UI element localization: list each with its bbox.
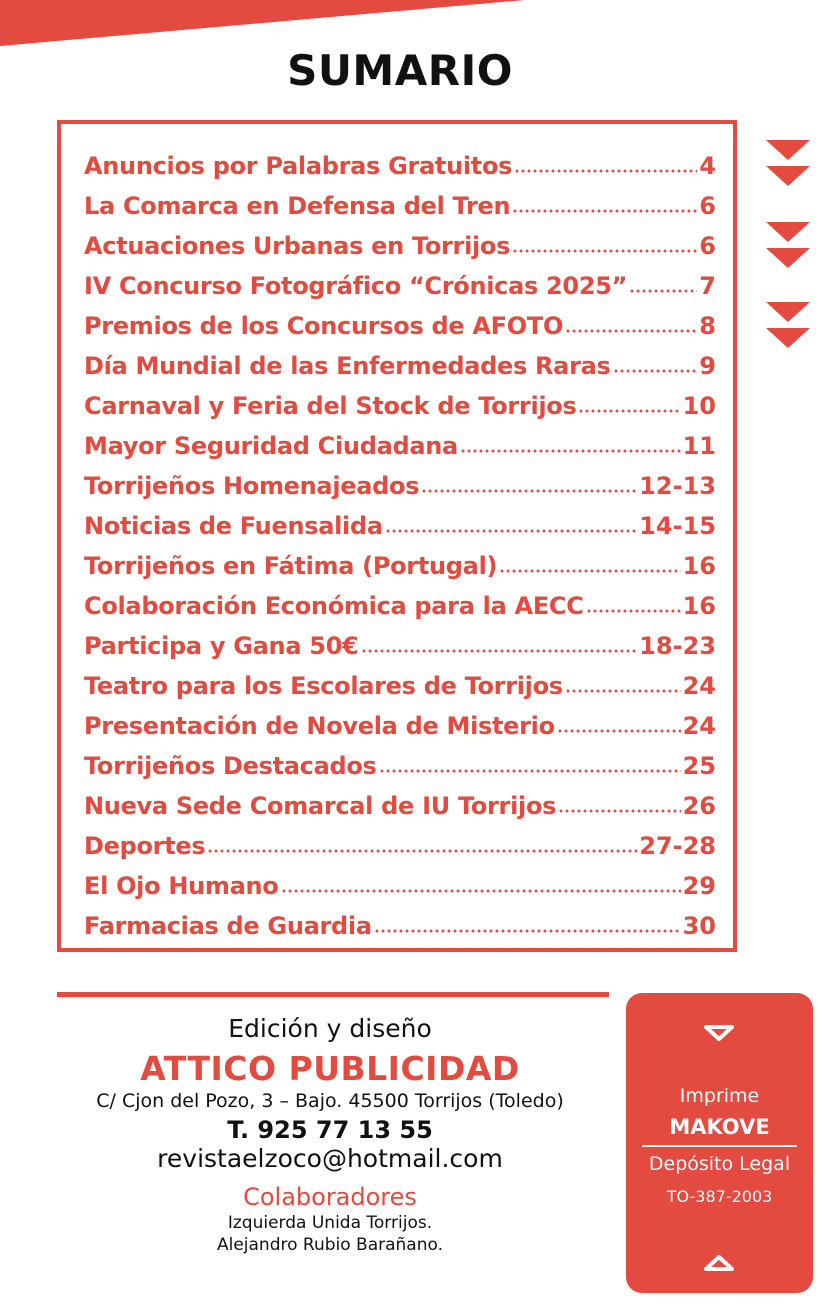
collaborator-name: Alejandro Rubio Barañano.	[216, 1235, 444, 1255]
toc-entry-title: Nueva Sede Comarcal de IU Torrijos	[84, 792, 557, 820]
dot-leader	[514, 168, 697, 174]
toc-entry	[84, 700, 716, 740]
toc-entry-page: 8	[699, 312, 716, 340]
toc-entry	[84, 820, 716, 860]
table-of-contents	[84, 140, 716, 940]
dot-leader	[281, 888, 681, 894]
toc-entry-title: Mayor Seguridad Ciudadana	[84, 432, 458, 460]
toc-entry-title: Noticias de Fuensalida	[84, 512, 383, 540]
toc-entry-page: 16	[682, 552, 716, 580]
toc-entry-page: 16	[682, 592, 716, 620]
toc-entry-page: 30	[682, 912, 716, 940]
toc-entry-page: 6	[699, 232, 716, 260]
printing-info-card	[626, 993, 813, 1293]
toc-entry	[84, 340, 716, 380]
toc-entry-page: 26	[682, 792, 716, 820]
dot-leader	[374, 928, 681, 934]
toc-entry-title: Participa y Gana 50€	[84, 632, 359, 660]
toc-entry-title: La Comarca en Defensa del Tren	[84, 192, 511, 220]
toc-entry-page: 11	[682, 432, 716, 460]
toc-entry-title: Colaboración Económica para la AECC	[84, 592, 584, 620]
triangle-up-icon	[704, 1255, 734, 1271]
toc-entry	[84, 900, 716, 940]
dot-leader	[613, 368, 698, 374]
dot-leader	[558, 808, 680, 814]
credits-block	[40, 1010, 620, 1255]
toc-entry-page: 29	[682, 872, 716, 900]
toc-entry	[84, 300, 716, 340]
toc-entry	[84, 180, 716, 220]
chevron-down-double-icon	[766, 140, 812, 190]
toc-entry-title: Deportes	[84, 832, 206, 860]
toc-entry-page: 9	[699, 352, 716, 380]
toc-entry-title: IV Concurso Fotográfico “Crónicas 2025”	[84, 272, 628, 300]
company-address: C/ Cjon del Pozo, 3 – Bajo. 45500 Torrijos (Toledo)	[96, 1090, 564, 1112]
dot-leader	[512, 248, 697, 254]
dot-leader	[629, 288, 697, 294]
dot-leader	[385, 528, 638, 534]
toc-entry	[84, 380, 716, 420]
dot-leader	[557, 728, 681, 734]
toc-entry-page: 27-28	[639, 832, 716, 860]
chevron-down-double-icon	[766, 222, 812, 272]
legal-deposit-label: Depósito Legal	[648, 1153, 791, 1175]
toc-entry-page: 18-23	[639, 632, 716, 660]
printer-label: Imprime	[679, 1085, 760, 1107]
dot-leader	[565, 328, 697, 334]
toc-entry	[84, 420, 716, 460]
toc-entry-title: Presentación de Novela de Misterio	[84, 712, 555, 740]
toc-entry-title: Torrijeños en Fátima (Portugal)	[84, 552, 498, 580]
toc-entry	[84, 860, 716, 900]
collaborators-heading: Colaboradores	[243, 1183, 417, 1211]
toc-entry-page: 25	[682, 752, 716, 780]
toc-entry-title: Anuncios por Palabras Gratuitos	[84, 152, 513, 180]
toc-entry-title: Actuaciones Urbanas en Torrijos	[84, 232, 511, 260]
legal-deposit-code: TO-387-2003	[666, 1187, 773, 1206]
toc-entry	[84, 580, 716, 620]
toc-entry-page: 24	[682, 672, 716, 700]
dot-leader	[499, 568, 680, 574]
company-email: revistaelzoco@hotmail.com	[157, 1144, 503, 1173]
toc-entry	[84, 500, 716, 540]
toc-entry	[84, 740, 716, 780]
toc-entry-page: 4	[699, 152, 716, 180]
toc-entry-title: Farmacias de Guardia	[84, 912, 372, 940]
page-title: SUMARIO	[287, 46, 513, 95]
dot-leader	[361, 648, 638, 654]
triangle-down-icon	[704, 1025, 734, 1041]
collaborator-name: Izquierda Unida Torrijos.	[227, 1213, 433, 1233]
toc-entry-page: 14-15	[639, 512, 716, 540]
chevron-down-double-icon	[766, 302, 812, 352]
toc-entry-page: 12-13	[639, 472, 716, 500]
toc-entry	[84, 260, 716, 300]
section-divider	[57, 992, 609, 997]
dot-leader	[379, 768, 681, 774]
toc-entry-page: 24	[682, 712, 716, 740]
dot-leader	[565, 688, 681, 694]
dot-leader	[578, 408, 680, 414]
toc-entry-page: 10	[682, 392, 716, 420]
dot-leader	[460, 448, 681, 454]
company-phone: T. 925 77 13 55	[227, 1116, 433, 1144]
card-divider	[642, 1145, 797, 1147]
dot-leader	[421, 488, 637, 494]
toc-entry-title: Torrijeños Destacados	[84, 752, 377, 780]
toc-entry	[84, 620, 716, 660]
dot-leader	[586, 608, 681, 614]
printer-name: MAKOVE	[669, 1115, 770, 1139]
toc-entry-title: Día Mundial de las Enfermedades Raras	[84, 352, 611, 380]
toc-entry-title: Carnaval y Feria del Stock de Torrijos	[84, 392, 577, 420]
toc-entry-title: Torrijeños Homenajeados	[84, 472, 420, 500]
toc-entry-title: El Ojo Humano	[84, 872, 279, 900]
toc-entry	[84, 660, 716, 700]
dot-leader	[512, 208, 697, 214]
dot-leader	[207, 848, 637, 854]
toc-entry	[84, 540, 716, 580]
toc-entry	[84, 460, 716, 500]
toc-entry	[84, 220, 716, 260]
editing-label: Edición y diseño	[228, 1014, 432, 1043]
toc-entry	[84, 140, 716, 180]
toc-entry-title: Premios de los Concursos de AFOTO	[84, 312, 564, 340]
toc-entry-title: Teatro para los Escolares de Torrijos	[84, 672, 563, 700]
company-name: ATTICO PUBLICIDAD	[140, 1049, 520, 1088]
toc-entry-page: 7	[699, 272, 716, 300]
toc-entry	[84, 780, 716, 820]
toc-entry-page: 6	[699, 192, 716, 220]
